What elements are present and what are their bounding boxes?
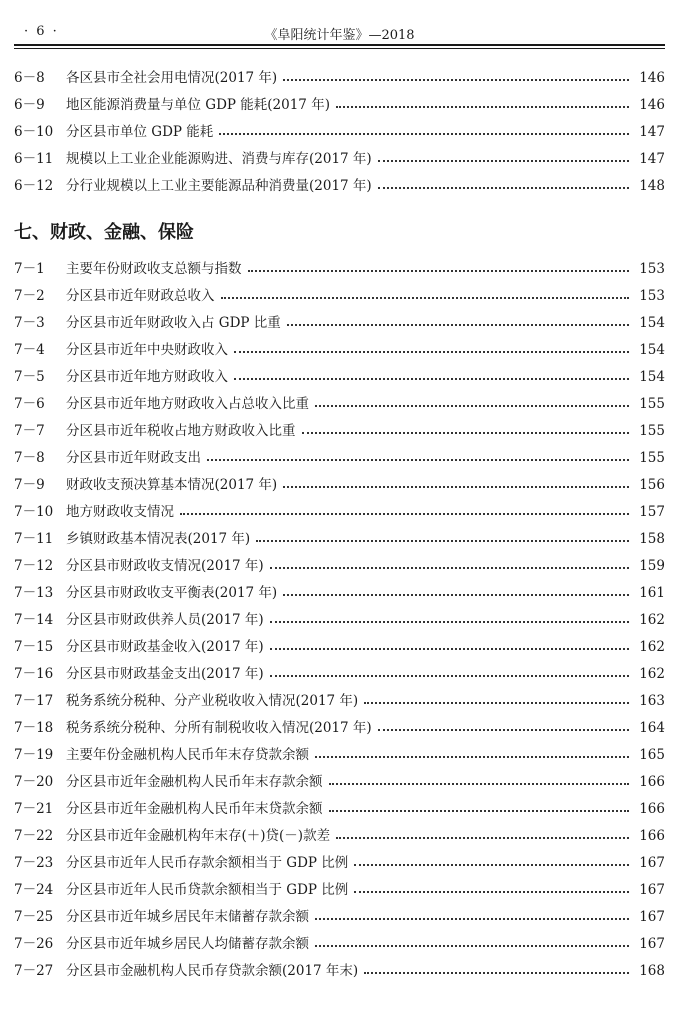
toc-entry[interactable] bbox=[14, 817, 665, 844]
toc-entry-number: 7－5 bbox=[14, 369, 45, 385]
toc-entry-page: 157 bbox=[639, 504, 665, 520]
dot-leader bbox=[283, 79, 629, 81]
toc-entry-title: 各区县市全社会用电情况(2017 年) bbox=[66, 70, 278, 86]
toc-entry[interactable] bbox=[14, 601, 665, 628]
toc-entry-number: 7－25 bbox=[14, 909, 54, 925]
toc-entry[interactable] bbox=[14, 871, 665, 898]
toc-entry[interactable] bbox=[14, 385, 665, 412]
toc-entry-title: 分区县市近年地方财政收入占总收入比重 bbox=[66, 396, 309, 412]
toc-entry-title: 分区县市近年城乡居民人均储蓄存款余额 bbox=[66, 936, 309, 952]
toc-entry-number: 6－9 bbox=[14, 97, 45, 113]
toc-entry-title: 分区县市近年人民币存款余额相当于 GDP 比例 bbox=[66, 855, 349, 871]
toc-entry-title: 分区县市近年人民币贷款余额相当于 GDP 比例 bbox=[66, 882, 349, 898]
toc-entry-title: 地方财政收支情况 bbox=[66, 504, 174, 520]
dot-leader bbox=[283, 594, 629, 596]
toc-entry-page: 147 bbox=[639, 124, 665, 140]
dot-leader bbox=[287, 324, 629, 326]
dot-leader bbox=[315, 918, 629, 920]
dot-leader bbox=[219, 133, 629, 135]
toc-entry-title: 地区能源消费量与单位 GDP 能耗(2017 年) bbox=[66, 97, 330, 113]
toc-entry-page: 162 bbox=[639, 612, 665, 628]
toc-entry-title: 分区县市财政供养人员(2017 年) bbox=[66, 612, 264, 628]
toc-entry-page: 167 bbox=[639, 855, 665, 871]
toc-entry-page: 153 bbox=[639, 261, 665, 277]
toc-entry-title: 税务系统分税种、分产业税收收入情况(2017 年) bbox=[66, 693, 359, 709]
page-number: · 6 · bbox=[24, 24, 59, 39]
toc-entry[interactable] bbox=[14, 331, 665, 358]
toc-entry-number: 7－19 bbox=[14, 747, 54, 763]
toc-entry[interactable] bbox=[14, 655, 665, 682]
dot-leader bbox=[270, 621, 629, 623]
toc-entry-page: 147 bbox=[639, 151, 665, 167]
toc-entry-page: 167 bbox=[639, 936, 665, 952]
toc-entry-page: 146 bbox=[639, 70, 665, 86]
toc-entry-number: 7－18 bbox=[14, 720, 54, 736]
toc-entry-number: 7－2 bbox=[14, 288, 45, 304]
toc-entry-page: 154 bbox=[639, 369, 665, 385]
dot-leader bbox=[329, 783, 630, 785]
running-header bbox=[14, 22, 665, 44]
toc-entry[interactable] bbox=[14, 86, 665, 113]
toc-entry-title: 分区县市财政基金收入(2017 年) bbox=[66, 639, 264, 655]
toc-entry[interactable] bbox=[14, 547, 665, 574]
toc-entry-title: 分区县市近年城乡居民年末储蓄存款余额 bbox=[66, 909, 309, 925]
dot-leader bbox=[180, 513, 629, 515]
toc-entry[interactable] bbox=[14, 250, 665, 277]
toc-entry-page: 154 bbox=[639, 315, 665, 331]
toc-entry[interactable] bbox=[14, 790, 665, 817]
toc-entry-number: 7－20 bbox=[14, 774, 54, 790]
toc-entry-page: 154 bbox=[639, 342, 665, 358]
toc-entry[interactable] bbox=[14, 59, 665, 86]
toc-entry[interactable] bbox=[14, 709, 665, 736]
toc-entry-number: 7－13 bbox=[14, 585, 54, 601]
toc-entry-page: 164 bbox=[639, 720, 665, 736]
toc-entry-title: 分区县市近年地方财政收入 bbox=[66, 369, 228, 385]
toc-entry-number: 7－24 bbox=[14, 882, 54, 898]
dot-leader bbox=[302, 432, 630, 434]
toc-entry-page: 162 bbox=[639, 666, 665, 682]
toc-entry-title: 分区县市财政基金支出(2017 年) bbox=[66, 666, 264, 682]
toc-entry-title: 分区县市近年中央财政收入 bbox=[66, 342, 228, 358]
dot-leader bbox=[283, 486, 629, 488]
toc-entry-page: 146 bbox=[639, 97, 665, 113]
toc-entry-number: 7－26 bbox=[14, 936, 54, 952]
toc-entry-page: 168 bbox=[639, 963, 665, 979]
toc-entry-number: 7－3 bbox=[14, 315, 45, 331]
toc-entry-number: 7－15 bbox=[14, 639, 54, 655]
toc-entry-number: 7－23 bbox=[14, 855, 54, 871]
header-rule-thin bbox=[14, 48, 665, 49]
toc-entry-title: 分区县市财政收支平衡表(2017 年) bbox=[66, 585, 278, 601]
toc-entry-number: 7－17 bbox=[14, 693, 54, 709]
toc-entry[interactable] bbox=[14, 304, 665, 331]
toc-entry[interactable] bbox=[14, 277, 665, 304]
toc-entry-title: 分区县市近年金融机构人民币年末贷款余额 bbox=[66, 801, 323, 817]
dot-leader bbox=[234, 351, 629, 353]
toc-entry-number: 7－16 bbox=[14, 666, 54, 682]
dot-leader bbox=[315, 405, 629, 407]
toc-entry-number: 7－12 bbox=[14, 558, 54, 574]
toc-entry-page: 158 bbox=[639, 531, 665, 547]
toc-entry[interactable] bbox=[14, 682, 665, 709]
toc-entry-page: 155 bbox=[639, 423, 665, 439]
dot-leader bbox=[315, 945, 629, 947]
toc-entry-number: 7－21 bbox=[14, 801, 54, 817]
dot-leader bbox=[315, 756, 629, 758]
toc-entry-number: 7－14 bbox=[14, 612, 54, 628]
toc-entry[interactable] bbox=[14, 439, 665, 466]
dot-leader bbox=[378, 729, 629, 731]
toc-entry-page: 166 bbox=[639, 828, 665, 844]
dot-leader bbox=[364, 972, 629, 974]
toc-entry-title: 分区县市单位 GDP 能耗 bbox=[66, 124, 214, 140]
dot-leader bbox=[270, 675, 629, 677]
toc-entry-title: 主要年份金融机构人民币年末存贷款余额 bbox=[66, 747, 309, 763]
toc-entry-number: 6－10 bbox=[14, 124, 54, 140]
toc-entry-page: 163 bbox=[639, 693, 665, 709]
toc-entry-number: 7－10 bbox=[14, 504, 54, 520]
toc-entry-title: 分行业规模以上工业主要能源品种消费量(2017 年) bbox=[66, 178, 372, 194]
toc-entry-title: 财政收支预决算基本情况(2017 年) bbox=[66, 477, 278, 493]
toc-entry[interactable] bbox=[14, 520, 665, 547]
toc-entry[interactable] bbox=[14, 628, 665, 655]
toc-entry[interactable] bbox=[14, 466, 665, 493]
toc-entry-number: 7－4 bbox=[14, 342, 45, 358]
toc-entry-number: 7－22 bbox=[14, 828, 54, 844]
toc-entry-page: 148 bbox=[639, 178, 665, 194]
toc-entry-title: 分区县市近年金融机构人民币年末存款余额 bbox=[66, 774, 323, 790]
toc-entry-title: 分区县市近年金融机构年末存(＋)贷(－)款差 bbox=[66, 828, 331, 844]
dot-leader bbox=[270, 648, 629, 650]
toc-entry-page: 156 bbox=[639, 477, 665, 493]
toc-entry-number: 7－8 bbox=[14, 450, 45, 466]
toc-entry-title: 分区县市金融机构人民币存贷款余额(2017 年末) bbox=[66, 963, 359, 979]
dot-leader bbox=[354, 891, 629, 893]
toc-entry-title: 分区县市财政收支情况(2017 年) bbox=[66, 558, 264, 574]
toc-entry[interactable] bbox=[14, 574, 665, 601]
dot-leader bbox=[336, 106, 629, 108]
dot-leader bbox=[256, 540, 629, 542]
toc-entry-title: 分区县市近年财政收入占 GDP 比重 bbox=[66, 315, 281, 331]
toc-entry[interactable] bbox=[14, 358, 665, 385]
toc-entry[interactable] bbox=[14, 952, 665, 979]
toc-entry-number: 7－1 bbox=[14, 261, 45, 277]
toc-entry-number: 6－8 bbox=[14, 70, 45, 86]
toc-entry-page: 159 bbox=[639, 558, 665, 574]
toc-entry[interactable] bbox=[14, 167, 665, 194]
dot-leader bbox=[234, 378, 629, 380]
toc-entry-page: 166 bbox=[639, 774, 665, 790]
dot-leader bbox=[364, 702, 629, 704]
toc-entry-page: 162 bbox=[639, 639, 665, 655]
toc-entry-title: 分区县市近年财政支出 bbox=[66, 450, 201, 466]
toc-entry-title: 分区县市近年税收占地方财政收入比重 bbox=[66, 423, 296, 439]
toc-entry-number: 7－9 bbox=[14, 477, 45, 493]
dot-leader bbox=[378, 160, 629, 162]
toc-entry-title: 乡镇财政基本情况表(2017 年) bbox=[66, 531, 251, 547]
toc-entry-page: 153 bbox=[639, 288, 665, 304]
toc-entry-title: 税务系统分税种、分所有制税收收入情况(2017 年) bbox=[66, 720, 372, 736]
toc-entry[interactable] bbox=[14, 412, 665, 439]
dot-leader bbox=[248, 270, 630, 272]
toc-entry[interactable] bbox=[14, 736, 665, 763]
toc-entry-number: 7－6 bbox=[14, 396, 45, 412]
toc-entry[interactable] bbox=[14, 140, 665, 167]
toc-entry[interactable] bbox=[14, 925, 665, 952]
book-title: 《阜阳统计年鉴》—2018 bbox=[264, 28, 415, 43]
toc-entry[interactable] bbox=[14, 844, 665, 871]
toc-entry-page: 165 bbox=[639, 747, 665, 763]
toc-entry-number: 6－11 bbox=[14, 151, 54, 167]
toc-entry[interactable] bbox=[14, 763, 665, 790]
toc-entry-page: 166 bbox=[639, 801, 665, 817]
toc-entry[interactable] bbox=[14, 493, 665, 520]
toc-entry-number: 6－12 bbox=[14, 178, 54, 194]
dot-leader bbox=[207, 459, 629, 461]
toc-entry-page: 155 bbox=[639, 396, 665, 412]
toc-entry-page: 155 bbox=[639, 450, 665, 466]
toc-entry-title: 主要年份财政收支总额与指数 bbox=[66, 261, 242, 277]
toc-entry-number: 7－11 bbox=[14, 531, 54, 547]
section-heading: 七、财政、金融、保险 bbox=[14, 222, 194, 243]
dot-leader bbox=[329, 810, 630, 812]
toc-group-energy bbox=[14, 59, 665, 194]
toc-entry-number: 7－7 bbox=[14, 423, 45, 439]
dot-leader bbox=[336, 837, 629, 839]
dot-leader bbox=[378, 187, 629, 189]
toc-entry-title: 分区县市近年财政总收入 bbox=[66, 288, 215, 304]
header-rule-thick bbox=[14, 44, 665, 46]
dot-leader bbox=[354, 864, 629, 866]
toc-entry[interactable] bbox=[14, 898, 665, 925]
toc-entry-page: 167 bbox=[639, 909, 665, 925]
toc-group-finance bbox=[14, 250, 665, 979]
toc-entry-page: 161 bbox=[639, 585, 665, 601]
toc-entry-page: 167 bbox=[639, 882, 665, 898]
toc-entry[interactable] bbox=[14, 113, 665, 140]
dot-leader bbox=[270, 567, 629, 569]
toc-entry-number: 7－27 bbox=[14, 963, 54, 979]
dot-leader bbox=[221, 297, 630, 299]
toc-entry-title: 规模以上工业企业能源购进、消费与库存(2017 年) bbox=[66, 151, 372, 167]
